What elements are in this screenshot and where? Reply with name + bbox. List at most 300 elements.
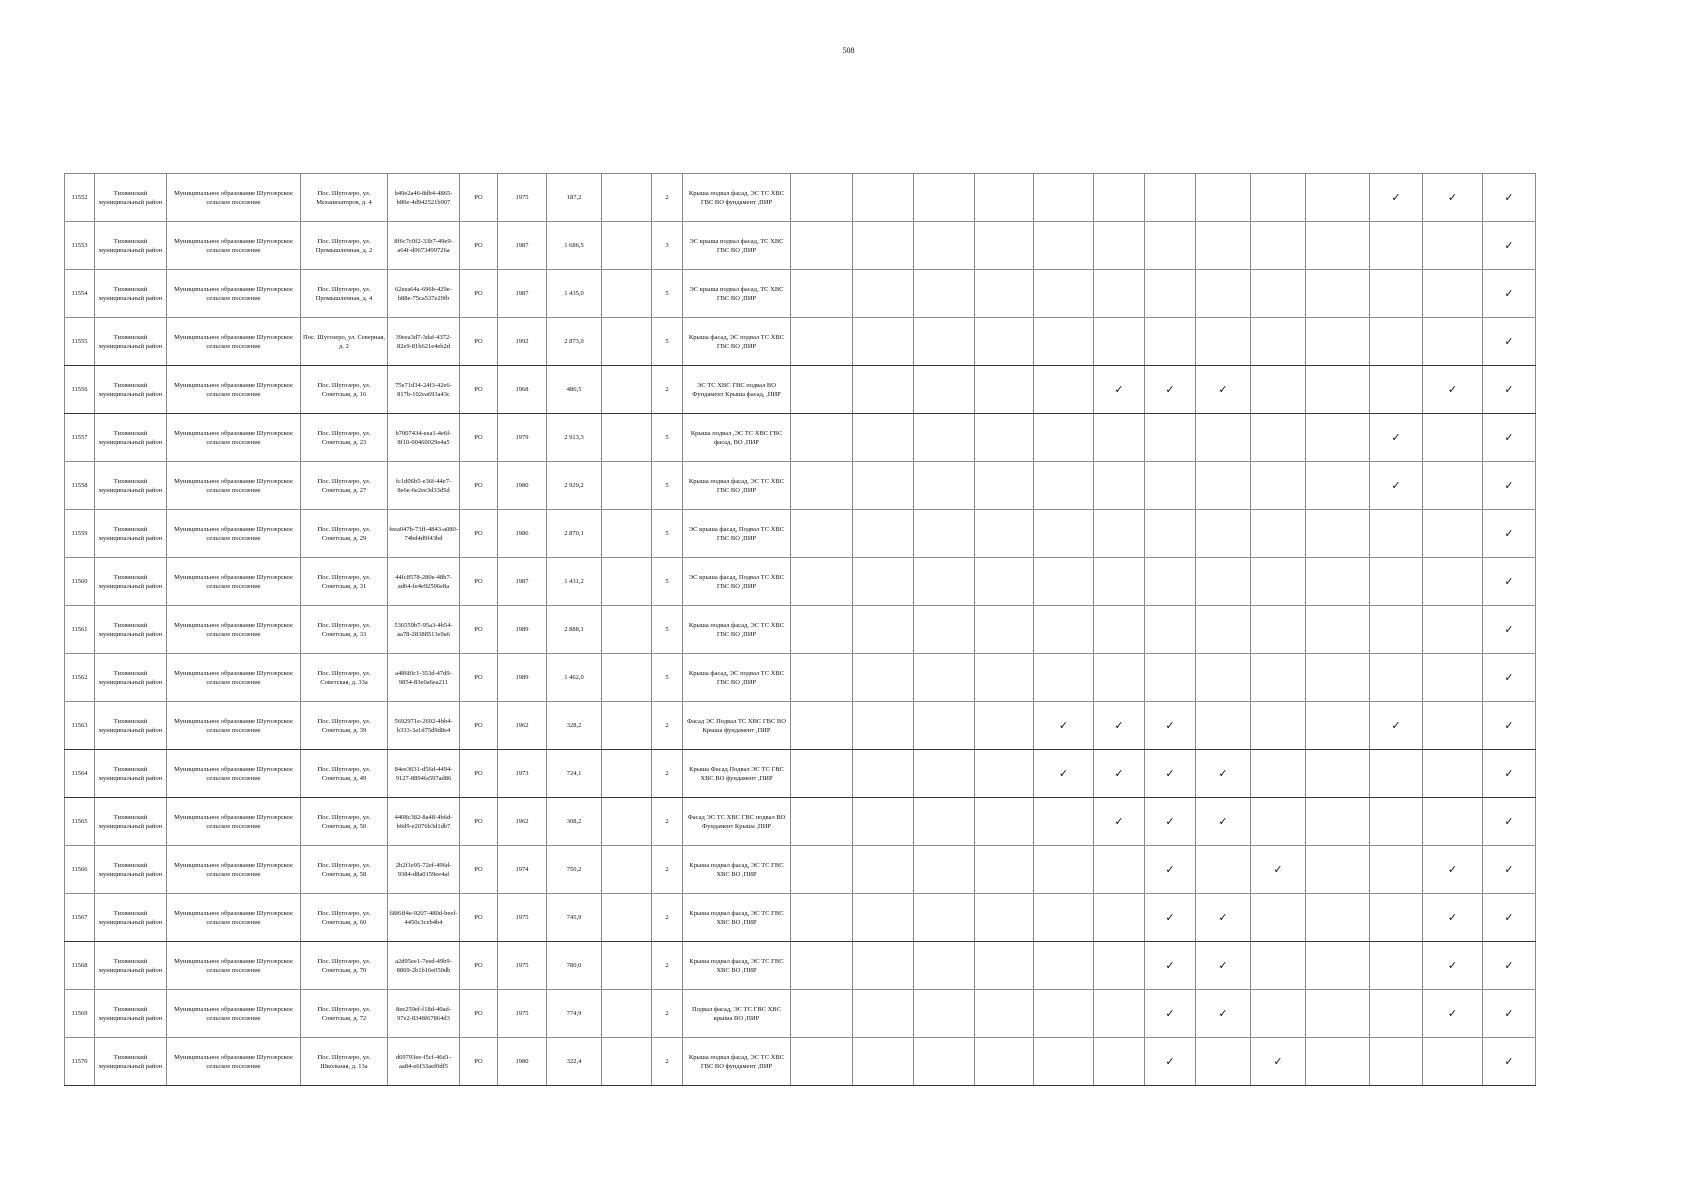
empty-check-cell xyxy=(1196,222,1251,270)
area-cell: 1 686,5 xyxy=(547,222,602,270)
works-cell: Крыша фасад, ЭС подвал ТС ХВС ГВС ВО ,ПИР xyxy=(683,654,791,702)
works-cell: Крыша фасад, ЭС подвал ТС ХВС ГВС ВО ,ПИР xyxy=(683,318,791,366)
empty-check-cell xyxy=(853,174,914,222)
empty-check-cell xyxy=(914,558,975,606)
form-cell: РО xyxy=(460,318,498,366)
empty-check-cell xyxy=(853,558,914,606)
empty-check-cell xyxy=(914,318,975,366)
check-mark-icon: ✓ xyxy=(1196,942,1251,990)
empty-check-cell xyxy=(1094,654,1145,702)
works-cell: Крыша подвал фасад, ЭС ТС ГВС ХВС ВО ,ПИР xyxy=(683,894,791,942)
row-id-cell: 11553 xyxy=(65,222,95,270)
year-cell: 1975 xyxy=(498,942,547,990)
empty-check-cell xyxy=(791,702,853,750)
year-cell: 1975 xyxy=(498,990,547,1038)
year-cell: 1992 xyxy=(498,318,547,366)
empty-check-cell xyxy=(791,558,853,606)
municipality-cell: Муниципальное образование Шугозерское сельское поселение xyxy=(167,702,301,750)
district-cell: Тихвинский муниципальный район xyxy=(95,318,167,366)
address-cell: Пос. Шугозеро, ул. Промышленная, д. 4 xyxy=(301,270,388,318)
year-cell: 1973 xyxy=(498,750,547,798)
table-row xyxy=(65,462,1536,510)
table-row xyxy=(65,270,1536,318)
empty-check-cell xyxy=(1306,1038,1370,1086)
empty-check-cell xyxy=(1423,702,1483,750)
empty-check-cell xyxy=(975,462,1034,510)
empty-check-cell xyxy=(1196,846,1251,894)
district-cell: Тихвинский муниципальный район xyxy=(95,462,167,510)
row-id-cell: 11570 xyxy=(65,1038,95,1086)
empty-check-cell xyxy=(1196,462,1251,510)
empty-check-cell xyxy=(1196,510,1251,558)
empty-check-cell xyxy=(791,942,853,990)
empty-check-cell xyxy=(914,1038,975,1086)
empty-cell xyxy=(602,750,652,798)
check-mark-icon: ✓ xyxy=(1094,702,1145,750)
check-mark-icon: ✓ xyxy=(1483,222,1536,270)
empty-check-cell xyxy=(1094,942,1145,990)
form-cell: РО xyxy=(460,606,498,654)
empty-check-cell xyxy=(853,846,914,894)
empty-cell xyxy=(602,510,652,558)
year-cell: 1974 xyxy=(498,846,547,894)
empty-check-cell xyxy=(1251,318,1306,366)
check-mark-icon: ✓ xyxy=(1145,846,1196,894)
check-mark-icon: ✓ xyxy=(1483,414,1536,462)
empty-check-cell xyxy=(1145,318,1196,366)
table-row xyxy=(65,702,1536,750)
check-mark-icon: ✓ xyxy=(1370,462,1423,510)
year-cell: 1975 xyxy=(498,174,547,222)
empty-check-cell xyxy=(853,270,914,318)
check-mark-icon: ✓ xyxy=(1483,894,1536,942)
district-cell: Тихвинский муниципальный район xyxy=(95,654,167,702)
year-cell: 1987 xyxy=(498,270,547,318)
empty-check-cell xyxy=(791,414,853,462)
floors-cell: 2 xyxy=(652,798,683,846)
area-cell: 2 929,2 xyxy=(547,462,602,510)
row-id-cell: 11558 xyxy=(65,462,95,510)
table-row xyxy=(65,942,1536,990)
empty-check-cell xyxy=(1145,174,1196,222)
area-cell: 1 462,0 xyxy=(547,654,602,702)
area-cell: 1 435,0 xyxy=(547,270,602,318)
check-mark-icon: ✓ xyxy=(1370,174,1423,222)
empty-check-cell xyxy=(1251,270,1306,318)
address-cell: Пос. Шугозеро, ул. Советская, д. 58 xyxy=(301,846,388,894)
works-cell: Крыша подвал фасад, ЭС ТС ХВС ГВС ВО ,ПИР xyxy=(683,462,791,510)
empty-check-cell xyxy=(791,750,853,798)
check-mark-icon: ✓ xyxy=(1145,1038,1196,1086)
empty-check-cell xyxy=(853,894,914,942)
empty-check-cell xyxy=(1370,798,1423,846)
empty-check-cell xyxy=(975,942,1034,990)
guid-cell: 44fc8578-280e-48b7-ad64-fe4e92506e8a xyxy=(388,558,460,606)
empty-check-cell xyxy=(1251,654,1306,702)
check-mark-icon: ✓ xyxy=(1483,366,1536,414)
table-row xyxy=(65,894,1536,942)
address-cell: Пос. Шугозеро, ул. Советская, д. 23 xyxy=(301,414,388,462)
check-mark-icon: ✓ xyxy=(1034,750,1094,798)
empty-check-cell xyxy=(914,798,975,846)
works-cell: ЭС крыша подвал фасад, ТС ХВС ГВС ВО ,ПИР xyxy=(683,222,791,270)
empty-check-cell xyxy=(1034,654,1094,702)
floors-cell: 5 xyxy=(652,414,683,462)
empty-check-cell xyxy=(975,990,1034,1038)
form-cell: РО xyxy=(460,654,498,702)
municipality-cell: Муниципальное образование Шугозерское сельское поселение xyxy=(167,894,301,942)
empty-check-cell xyxy=(1145,654,1196,702)
year-cell: 1962 xyxy=(498,798,547,846)
empty-check-cell xyxy=(914,270,975,318)
table-row xyxy=(65,1038,1536,1086)
empty-check-cell xyxy=(1423,1038,1483,1086)
district-cell: Тихвинский муниципальный район xyxy=(95,510,167,558)
area-cell: 780,0 xyxy=(547,942,602,990)
guid-cell: b49e2a46-8db4-4865-b80e-4d942521b907 xyxy=(388,174,460,222)
works-cell: Фасад ЭС ТС ХВС ГВС подвал ВО Фундамент Крыша ,ПИР xyxy=(683,798,791,846)
empty-check-cell xyxy=(1306,222,1370,270)
guid-cell: 68f6ff4e-9207-480d-beef-4450c3ceb4b4 xyxy=(388,894,460,942)
form-cell: РО xyxy=(460,894,498,942)
empty-check-cell xyxy=(1306,462,1370,510)
floors-cell: 2 xyxy=(652,990,683,1038)
guid-cell: a2d95ee1-7eed-49b9-8869-2b1b16e050db xyxy=(388,942,460,990)
year-cell: 1987 xyxy=(498,222,547,270)
check-mark-icon: ✓ xyxy=(1423,366,1483,414)
check-mark-icon: ✓ xyxy=(1145,366,1196,414)
empty-check-cell xyxy=(1034,366,1094,414)
empty-check-cell xyxy=(1196,702,1251,750)
empty-check-cell xyxy=(1306,414,1370,462)
guid-cell: 8f6c7c0f2-33b7-49e9-a64f-d0673499726a xyxy=(388,222,460,270)
address-cell: Пос. Шугозеро, ул. Северная, д. 2 xyxy=(301,318,388,366)
municipality-cell: Муниципальное образование Шугозерское сельское поселение xyxy=(167,414,301,462)
address-cell: Пос. Шугозеро, ул. Советская, д. 29 xyxy=(301,510,388,558)
empty-check-cell xyxy=(914,942,975,990)
address-cell: Пос. Шугозеро, ул. Советская, д. 16 xyxy=(301,366,388,414)
check-mark-icon: ✓ xyxy=(1423,990,1483,1038)
empty-check-cell xyxy=(1423,462,1483,510)
works-cell: ЭС крыша подвал фасад, ТС ХВС ГВС ВО ,ПИР xyxy=(683,270,791,318)
row-id-cell: 11569 xyxy=(65,990,95,1038)
form-cell: РО xyxy=(460,990,498,1038)
empty-check-cell xyxy=(1034,1038,1094,1086)
empty-check-cell xyxy=(1251,366,1306,414)
empty-cell xyxy=(602,798,652,846)
empty-check-cell xyxy=(975,414,1034,462)
year-cell: 1986 xyxy=(498,510,547,558)
district-cell: Тихвинский муниципальный район xyxy=(95,750,167,798)
area-cell: 2 870,1 xyxy=(547,510,602,558)
empty-check-cell xyxy=(791,222,853,270)
empty-check-cell xyxy=(1370,558,1423,606)
empty-check-cell xyxy=(1251,174,1306,222)
check-mark-icon: ✓ xyxy=(1483,558,1536,606)
check-mark-icon: ✓ xyxy=(1483,702,1536,750)
table-row xyxy=(65,606,1536,654)
table-row xyxy=(65,798,1536,846)
empty-check-cell xyxy=(975,702,1034,750)
floors-cell: 2 xyxy=(652,846,683,894)
empty-check-cell xyxy=(1306,750,1370,798)
form-cell: РО xyxy=(460,510,498,558)
area-cell: 774,9 xyxy=(547,990,602,1038)
empty-check-cell xyxy=(1306,270,1370,318)
empty-check-cell xyxy=(853,750,914,798)
empty-check-cell xyxy=(1034,798,1094,846)
check-mark-icon: ✓ xyxy=(1423,174,1483,222)
year-cell: 1962 xyxy=(498,702,547,750)
empty-check-cell xyxy=(1423,222,1483,270)
empty-check-cell xyxy=(1094,318,1145,366)
table-row xyxy=(65,750,1536,798)
district-cell: Тихвинский муниципальный район xyxy=(95,606,167,654)
address-cell: Пос. Шугозеро, ул. Советская, д. 33а xyxy=(301,654,388,702)
empty-check-cell xyxy=(975,654,1034,702)
address-cell: Пос. Шугозеро, ул. Советская, д. 70 xyxy=(301,942,388,990)
empty-cell xyxy=(602,174,652,222)
row-id-cell: 11568 xyxy=(65,942,95,990)
empty-check-cell xyxy=(1094,222,1145,270)
municipality-cell: Муниципальное образование Шугозерское сельское поселение xyxy=(167,750,301,798)
row-id-cell: 11552 xyxy=(65,174,95,222)
empty-check-cell xyxy=(975,606,1034,654)
floors-cell: 2 xyxy=(652,702,683,750)
area-cell: 2 913,3 xyxy=(547,414,602,462)
check-mark-icon: ✓ xyxy=(1145,990,1196,1038)
guid-cell: 8ee259ef-f18d-40ad-97e2-8348f67864d3 xyxy=(388,990,460,1038)
address-cell: Пос. Шугозеро, ул. Советская, д. 72 xyxy=(301,990,388,1038)
floors-cell: 5 xyxy=(652,462,683,510)
table-row xyxy=(65,510,1536,558)
empty-check-cell xyxy=(914,846,975,894)
empty-check-cell xyxy=(914,366,975,414)
address-cell: Пос. Шугозеро, ул. Советская, д. 49 xyxy=(301,750,388,798)
year-cell: 1968 xyxy=(498,366,547,414)
empty-check-cell xyxy=(791,174,853,222)
empty-check-cell xyxy=(975,318,1034,366)
empty-check-cell xyxy=(975,894,1034,942)
empty-cell xyxy=(602,270,652,318)
municipality-cell: Муниципальное образование Шугозерское сельское поселение xyxy=(167,270,301,318)
works-cell: Крыша Фасад Подвал ЭС ТС ГВС ХВС ВО фундамент ,ПИР xyxy=(683,750,791,798)
empty-cell xyxy=(602,846,652,894)
empty-check-cell xyxy=(914,462,975,510)
empty-check-cell xyxy=(791,654,853,702)
guid-cell: 84ee3631-d56d-4494-9127-8894fa597ad86 xyxy=(388,750,460,798)
empty-cell xyxy=(602,414,652,462)
check-mark-icon: ✓ xyxy=(1370,702,1423,750)
district-cell: Тихвинский муниципальный район xyxy=(95,846,167,894)
check-mark-icon: ✓ xyxy=(1483,990,1536,1038)
empty-check-cell xyxy=(853,654,914,702)
empty-check-cell xyxy=(1251,990,1306,1038)
form-cell: РО xyxy=(460,798,498,846)
district-cell: Тихвинский муниципальный район xyxy=(95,366,167,414)
municipality-cell: Муниципальное образование Шугозерское сельское поселение xyxy=(167,942,301,990)
empty-check-cell xyxy=(1034,270,1094,318)
empty-check-cell xyxy=(853,366,914,414)
form-cell: РО xyxy=(460,1038,498,1086)
empty-check-cell xyxy=(1034,558,1094,606)
empty-check-cell xyxy=(1370,606,1423,654)
guid-cell: d69793ee-f5cf-46d1-aa84-e6f33aef0df5 xyxy=(388,1038,460,1086)
year-cell: 1979 xyxy=(498,414,547,462)
works-cell: Крыша подвал фасад, ЭС ТС ХВС ГВС ВО фундамент ,ПИР xyxy=(683,1038,791,1086)
empty-check-cell xyxy=(1370,270,1423,318)
empty-check-cell xyxy=(1306,894,1370,942)
table-row xyxy=(65,846,1536,894)
empty-check-cell xyxy=(1145,222,1196,270)
empty-check-cell xyxy=(853,606,914,654)
check-mark-icon: ✓ xyxy=(1483,750,1536,798)
form-cell: РО xyxy=(460,846,498,894)
empty-check-cell xyxy=(1094,414,1145,462)
empty-check-cell xyxy=(1145,606,1196,654)
municipality-cell: Муниципальное образование Шугозерское сельское поселение xyxy=(167,798,301,846)
empty-check-cell xyxy=(1094,462,1145,510)
guid-cell: 2b2f1e95-72ef-496d-9384-d8a0159ee4af xyxy=(388,846,460,894)
guid-cell: b7007434-eea1-4e6f-8f10-00460029e4a5 xyxy=(388,414,460,462)
empty-check-cell xyxy=(914,222,975,270)
year-cell: 1987 xyxy=(498,558,547,606)
floors-cell: 5 xyxy=(652,558,683,606)
district-cell: Тихвинский муниципальный район xyxy=(95,174,167,222)
municipality-cell: Муниципальное образование Шугозерское сельское поселение xyxy=(167,846,301,894)
empty-check-cell xyxy=(1094,990,1145,1038)
empty-check-cell xyxy=(914,510,975,558)
empty-check-cell xyxy=(791,846,853,894)
check-mark-icon: ✓ xyxy=(1094,750,1145,798)
floors-cell: 5 xyxy=(652,606,683,654)
empty-check-cell xyxy=(1196,174,1251,222)
empty-check-cell xyxy=(975,510,1034,558)
empty-cell xyxy=(602,1038,652,1086)
form-cell: РО xyxy=(460,222,498,270)
municipality-cell: Муниципальное образование Шугозерское сельское поселение xyxy=(167,990,301,1038)
empty-check-cell xyxy=(1251,798,1306,846)
empty-check-cell xyxy=(1306,798,1370,846)
empty-check-cell xyxy=(791,510,853,558)
empty-check-cell xyxy=(1306,174,1370,222)
empty-check-cell xyxy=(1145,414,1196,462)
empty-check-cell xyxy=(914,606,975,654)
empty-check-cell xyxy=(1196,654,1251,702)
table-row xyxy=(65,654,1536,702)
empty-check-cell xyxy=(1370,654,1423,702)
form-cell: РО xyxy=(460,558,498,606)
row-id-cell: 11567 xyxy=(65,894,95,942)
address-cell: Пос. Шугозеро, ул. Советская, д. 33 xyxy=(301,606,388,654)
floors-cell: 5 xyxy=(652,510,683,558)
district-cell: Тихвинский муниципальный район xyxy=(95,270,167,318)
form-cell: РО xyxy=(460,750,498,798)
empty-cell xyxy=(602,654,652,702)
row-id-cell: 11555 xyxy=(65,318,95,366)
floors-cell: 5 xyxy=(652,270,683,318)
empty-check-cell xyxy=(791,270,853,318)
check-mark-icon: ✓ xyxy=(1483,606,1536,654)
address-cell: Пос. Шугозеро, ул. Советская, д. 60 xyxy=(301,894,388,942)
empty-check-cell xyxy=(975,1038,1034,1086)
empty-check-cell xyxy=(1196,1038,1251,1086)
address-cell: Пос. Шугозеро, ул. Советская, д. 50 xyxy=(301,798,388,846)
empty-check-cell xyxy=(1306,990,1370,1038)
guid-cell: 4408c382-8a48-4b6d-b6d9-e2076b3d1db7 xyxy=(388,798,460,846)
district-cell: Тихвинский муниципальный район xyxy=(95,894,167,942)
row-id-cell: 11563 xyxy=(65,702,95,750)
empty-check-cell xyxy=(1094,558,1145,606)
empty-check-cell xyxy=(1251,414,1306,462)
empty-check-cell xyxy=(853,942,914,990)
form-cell: РО xyxy=(460,414,498,462)
check-mark-icon: ✓ xyxy=(1145,894,1196,942)
empty-check-cell xyxy=(914,174,975,222)
empty-cell xyxy=(602,558,652,606)
check-mark-icon: ✓ xyxy=(1196,990,1251,1038)
guid-cell: 62eea64a-696b-429e-b88e-75ca537e29fb xyxy=(388,270,460,318)
table-row xyxy=(65,414,1536,462)
empty-check-cell xyxy=(1034,222,1094,270)
district-cell: Тихвинский муниципальный район xyxy=(95,414,167,462)
empty-cell xyxy=(602,366,652,414)
empty-check-cell xyxy=(1370,942,1423,990)
row-id-cell: 11564 xyxy=(65,750,95,798)
district-cell: Тихвинский муниципальный район xyxy=(95,798,167,846)
check-mark-icon: ✓ xyxy=(1145,702,1196,750)
municipality-cell: Муниципальное образование Шугозерское сельское поселение xyxy=(167,558,301,606)
empty-check-cell xyxy=(1251,558,1306,606)
guid-cell: 39eea3d7-3daf-4372-82e9-81b621e4eb2d xyxy=(388,318,460,366)
check-mark-icon: ✓ xyxy=(1423,846,1483,894)
works-cell: Фасад ЭС Подвал ТС ХВС ГВС ВО Крыша фундамент ,ПИР xyxy=(683,702,791,750)
district-cell: Тихвинский муниципальный район xyxy=(95,702,167,750)
guid-cell: 75e71d34-24f3-42e6-817b-102ea693a43c xyxy=(388,366,460,414)
empty-check-cell xyxy=(914,990,975,1038)
area-cell: 328,2 xyxy=(547,702,602,750)
empty-check-cell xyxy=(1423,606,1483,654)
check-mark-icon: ✓ xyxy=(1483,510,1536,558)
empty-cell xyxy=(602,222,652,270)
floors-cell: 2 xyxy=(652,894,683,942)
year-cell: 1989 xyxy=(498,606,547,654)
check-mark-icon: ✓ xyxy=(1483,1038,1536,1086)
empty-check-cell xyxy=(1370,1038,1423,1086)
empty-check-cell xyxy=(791,1038,853,1086)
area-cell: 308,2 xyxy=(547,798,602,846)
table-row xyxy=(65,990,1536,1038)
check-mark-icon: ✓ xyxy=(1483,174,1536,222)
address-cell: Пос. Шугозеро, ул. Промышленная, д. 2 xyxy=(301,222,388,270)
row-id-cell: 11561 xyxy=(65,606,95,654)
empty-check-cell xyxy=(1034,318,1094,366)
empty-check-cell xyxy=(853,318,914,366)
floors-cell: 2 xyxy=(652,174,683,222)
empty-check-cell xyxy=(1306,846,1370,894)
check-mark-icon: ✓ xyxy=(1251,846,1306,894)
empty-check-cell xyxy=(1034,894,1094,942)
empty-check-cell xyxy=(914,414,975,462)
table-row xyxy=(65,366,1536,414)
empty-check-cell xyxy=(1145,462,1196,510)
empty-check-cell xyxy=(1251,750,1306,798)
municipality-cell: Муниципальное образование Шугозерское сельское поселение xyxy=(167,222,301,270)
table-row xyxy=(65,558,1536,606)
works-cell: Крыша подвал фасад, ЭС ТС ХВС ГВС ВО фундамент ,ПИР xyxy=(683,174,791,222)
municipality-cell: Муниципальное образование Шугозерское сельское поселение xyxy=(167,174,301,222)
empty-check-cell xyxy=(1306,558,1370,606)
